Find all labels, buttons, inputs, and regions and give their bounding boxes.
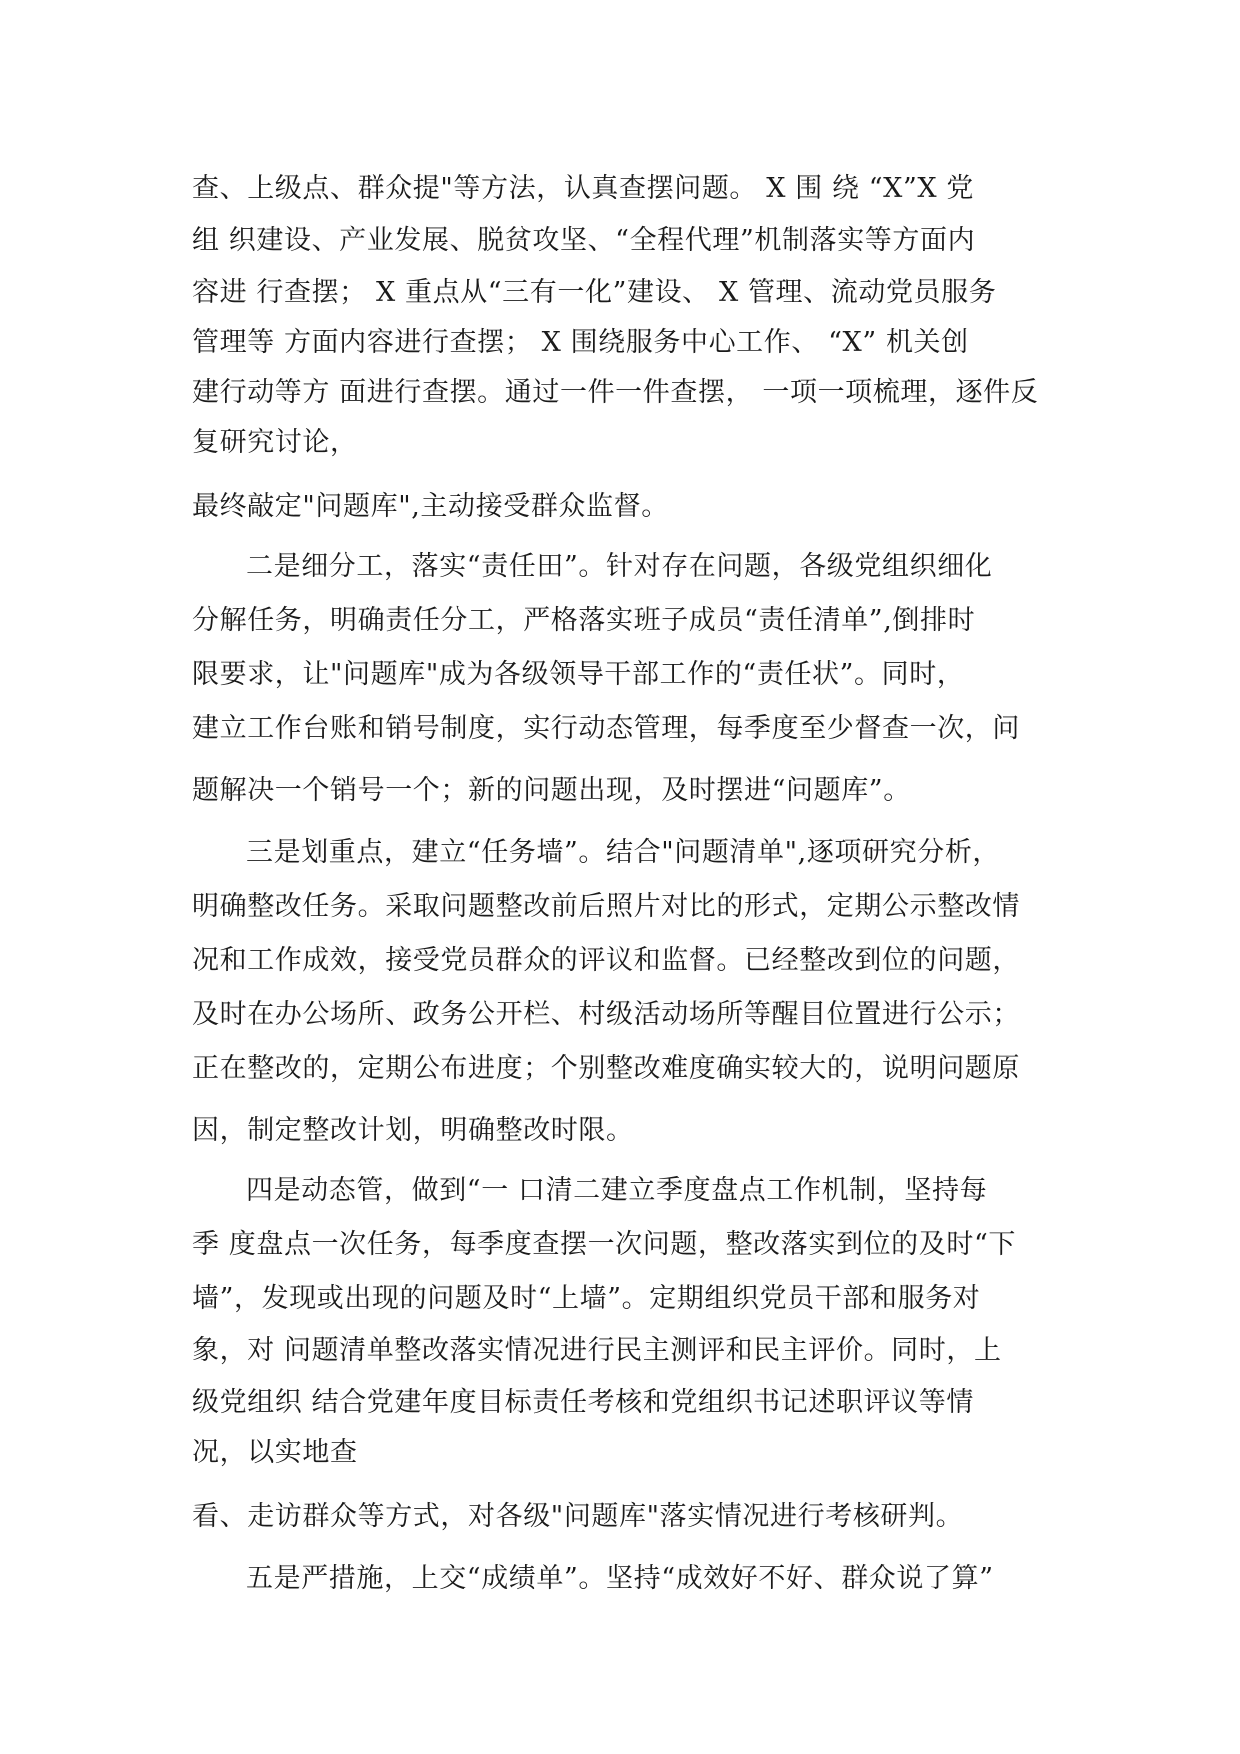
text-line: 况，以实地查: [192, 1437, 358, 1468]
paragraph-first-line: 五是严措施，上交“成绩单”。坚持“成效好不好、群众说了算”: [246, 1563, 994, 1594]
text-line: 象，对 问题清单整改落实情况进行民主测评和民主评价。同时，上: [192, 1335, 1002, 1366]
text-line: 正在整改的，定期公布进度；个别整改难度确实较大的，说明问题原: [192, 1053, 1020, 1084]
text-line: 复研究讨论，: [192, 427, 358, 458]
text-line: 建立工作台账和销号制度，实行动态管理，每季度至少督查一次，问: [192, 713, 1020, 744]
text-line: 季 度盘点一次任务，每季度查摆一次问题，整改落实到位的及时“下: [192, 1229, 1016, 1260]
text-line: 级党组织 结合党建年度目标责任考核和党组织书记述职评议等情: [192, 1387, 974, 1418]
text-line: 限要求，让"问题库"成为各级领导干部工作的“责任状”。同时，: [192, 659, 965, 690]
text-line: 况和工作成效，接受党员群众的评议和监督。已经整改到位的问题，: [192, 945, 1020, 976]
paragraph-first-line: 四是动态管，做到“一 口清二建立季度盘点工作机制，坚持每: [246, 1175, 988, 1206]
text-line: 看、走访群众等方式，对各级"问题库"落实情况进行考核研判。: [192, 1501, 964, 1532]
text-line: 墙”，发现或出现的问题及时“上墙”。定期组织党员干部和服务对: [192, 1283, 981, 1314]
text-line: 容进 行查摆； X 重点从“三有一化”建设、 X 管理、流动党员服务: [192, 277, 997, 308]
text-line: 最终敲定"问题库",主动接受群众监督。: [192, 491, 669, 522]
text-line: 题解决一个销号一个；新的问题出现，及时摆进“问题库”。: [192, 775, 911, 806]
text-line: 建行动等方 面进行查摆。通过一件一件查摆， 一项一项梳理，逐件反: [192, 377, 1039, 408]
text-line: 明确整改任务。采取问题整改前后照片对比的形式，定期公示整改情: [192, 891, 1020, 922]
text-line: 查、上级点、群众提"等方法，认真查摆问题。 X 围 绕 “X”X 党: [192, 173, 975, 204]
text-line: 及时在办公场所、政务公开栏、村级活动场所等醒目位置进行公示；: [192, 999, 1020, 1030]
text-line: 因，制定整改计划，明确整改时限。: [192, 1115, 634, 1146]
text-line: 组 织建设、产业发展、脱贫攻坚、“全程代理”机制落实等方面内: [192, 225, 976, 256]
paragraph-first-line: 二是细分工，落实“责任田”。针对存在问题，各级党组织细化: [246, 551, 993, 582]
text-line: 分解任务，明确责任分工，严格落实班子成员“责任清单”,倒排时: [192, 605, 976, 636]
paragraph-first-line: 三是划重点，建立“任务墙”。结合"问题清单",逐项研究分析，: [246, 837, 1001, 868]
text-line: 管理等 方面内容进行查摆； X 围绕服务中心工作、 “X” 机关创: [192, 327, 969, 358]
